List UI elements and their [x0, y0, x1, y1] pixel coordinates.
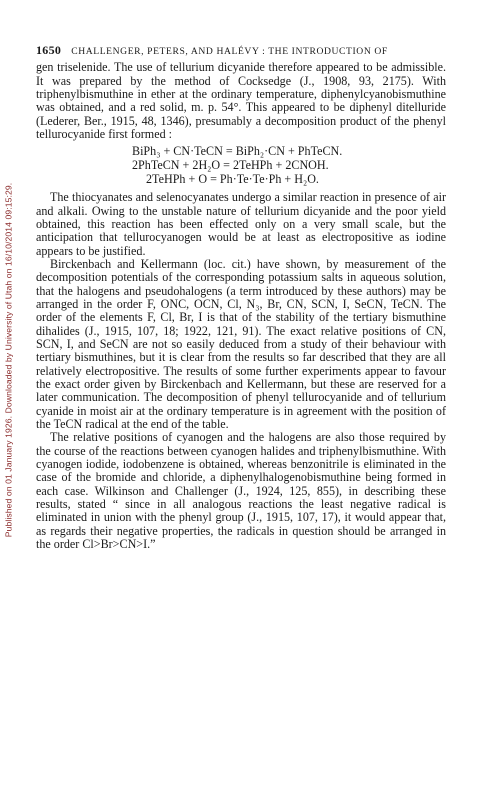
running-header [36, 44, 446, 58]
running-title: CHALLENGER, PETERS, AND HALÉVY : THE INTRODUCTION OF [71, 46, 388, 57]
equation-1: BiPh₃ + CN·TeCN = BiPh₂·CN + PhTeCN. [132, 144, 343, 159]
download-watermark-text: Published on 01 January 1926. Downloaded by University of Utah on 16/10/2014 09:15:29. [3, 182, 13, 538]
download-watermark [2, 80, 14, 640]
paragraph-2: The thiocyanates and selenocyanates undergo a similar reaction in presence of air and alkali. Owing to the unstable nature of tellurium dicyanide and the poor yield obtained, this reaction has been effected only on a very small scale, but the anticipation that tellurocyanogen would be at least as electropositive as iodine appears to be justified. [36, 190, 446, 258]
equation-3: 2TeHPh + O = Ph·Te·Te·Ph + H₂O. [146, 171, 319, 186]
paragraph-1: gen triselenide. The use of tellurium dicyanide therefore appeared to be admissible. It was prepared by the method of Cocksedge (J., 1908, 93, 2175). With triphenylbismuthine in ether at the ordinary temperature, diphenylcyanobismuthine was obtained, and a red solid, m. p. 54°. This appeared to be diphenyl ditelluride (Lederer, Ber., 1915, 48, 1346), presumably a decomposition product of the phenyl tellurocyanide first formed : [36, 60, 446, 142]
paragraph-3: Birckenbach and Kellermann (loc. cit.) have shown, by measurement of the decomposition potentials of the corresponding potassium salts in aqueous solution, that the halogens and pseudohalogens (a term introduced by these authors) may be arranged in the order F, ONC, OCN, Cl, N₃, Br, CN, SCN, I, SeCN, TeCN. The order of the elements F, Cl, Br, I is that of the stability of the tertiary bismuthine dihalides (J., 1915, 107, 18; 1922, 121, 91). The exact relative positions of CN, SCN, I, and SeCN are not so easily deduced from a study of their behaviour with tertiary bismuthines, but it is clear from the results so far described that they are all relatively electropositive. The results of some further experiments appear to favour the exact order given by Birckenbach and Kellermann, but these are reserved for a later communication. The decomposition of phenyl tellurocyanide and of tellurium cyanide in moist air at the ordinary temperature is in agreement with the position of the TeCN radical at the end of the table. [36, 256, 446, 432]
paragraph-4: The relative positions of cyanogen and the halogens are also those required by the course of the reactions between cyanogen halides and triphenylbismuthine. With cyanogen iodide, iodobenzene is obtained, whereas benzonitrile is eliminated in the case of the bromide and chloride, a diphenylhalogenobismuthine being formed in each case. Wilkinson and Challenger (J., 1924, 125, 855), in describing these results, stated “ since in all analogous reactions the least negative radical is eliminated in union with the phenyl group (J., 1915, 107, 17), it would appear that, as regards their negative properties, the radicals in question should be arranged in the order Cl>Br>CN>I.” [36, 430, 446, 552]
page-number: 1650 [36, 43, 62, 57]
journal-page [36, 44, 446, 551]
reaction-equations [36, 145, 446, 186]
equation-2: 2PhTeCN + 2H₂O = 2TeHPh + 2CNOH. [132, 158, 329, 172]
